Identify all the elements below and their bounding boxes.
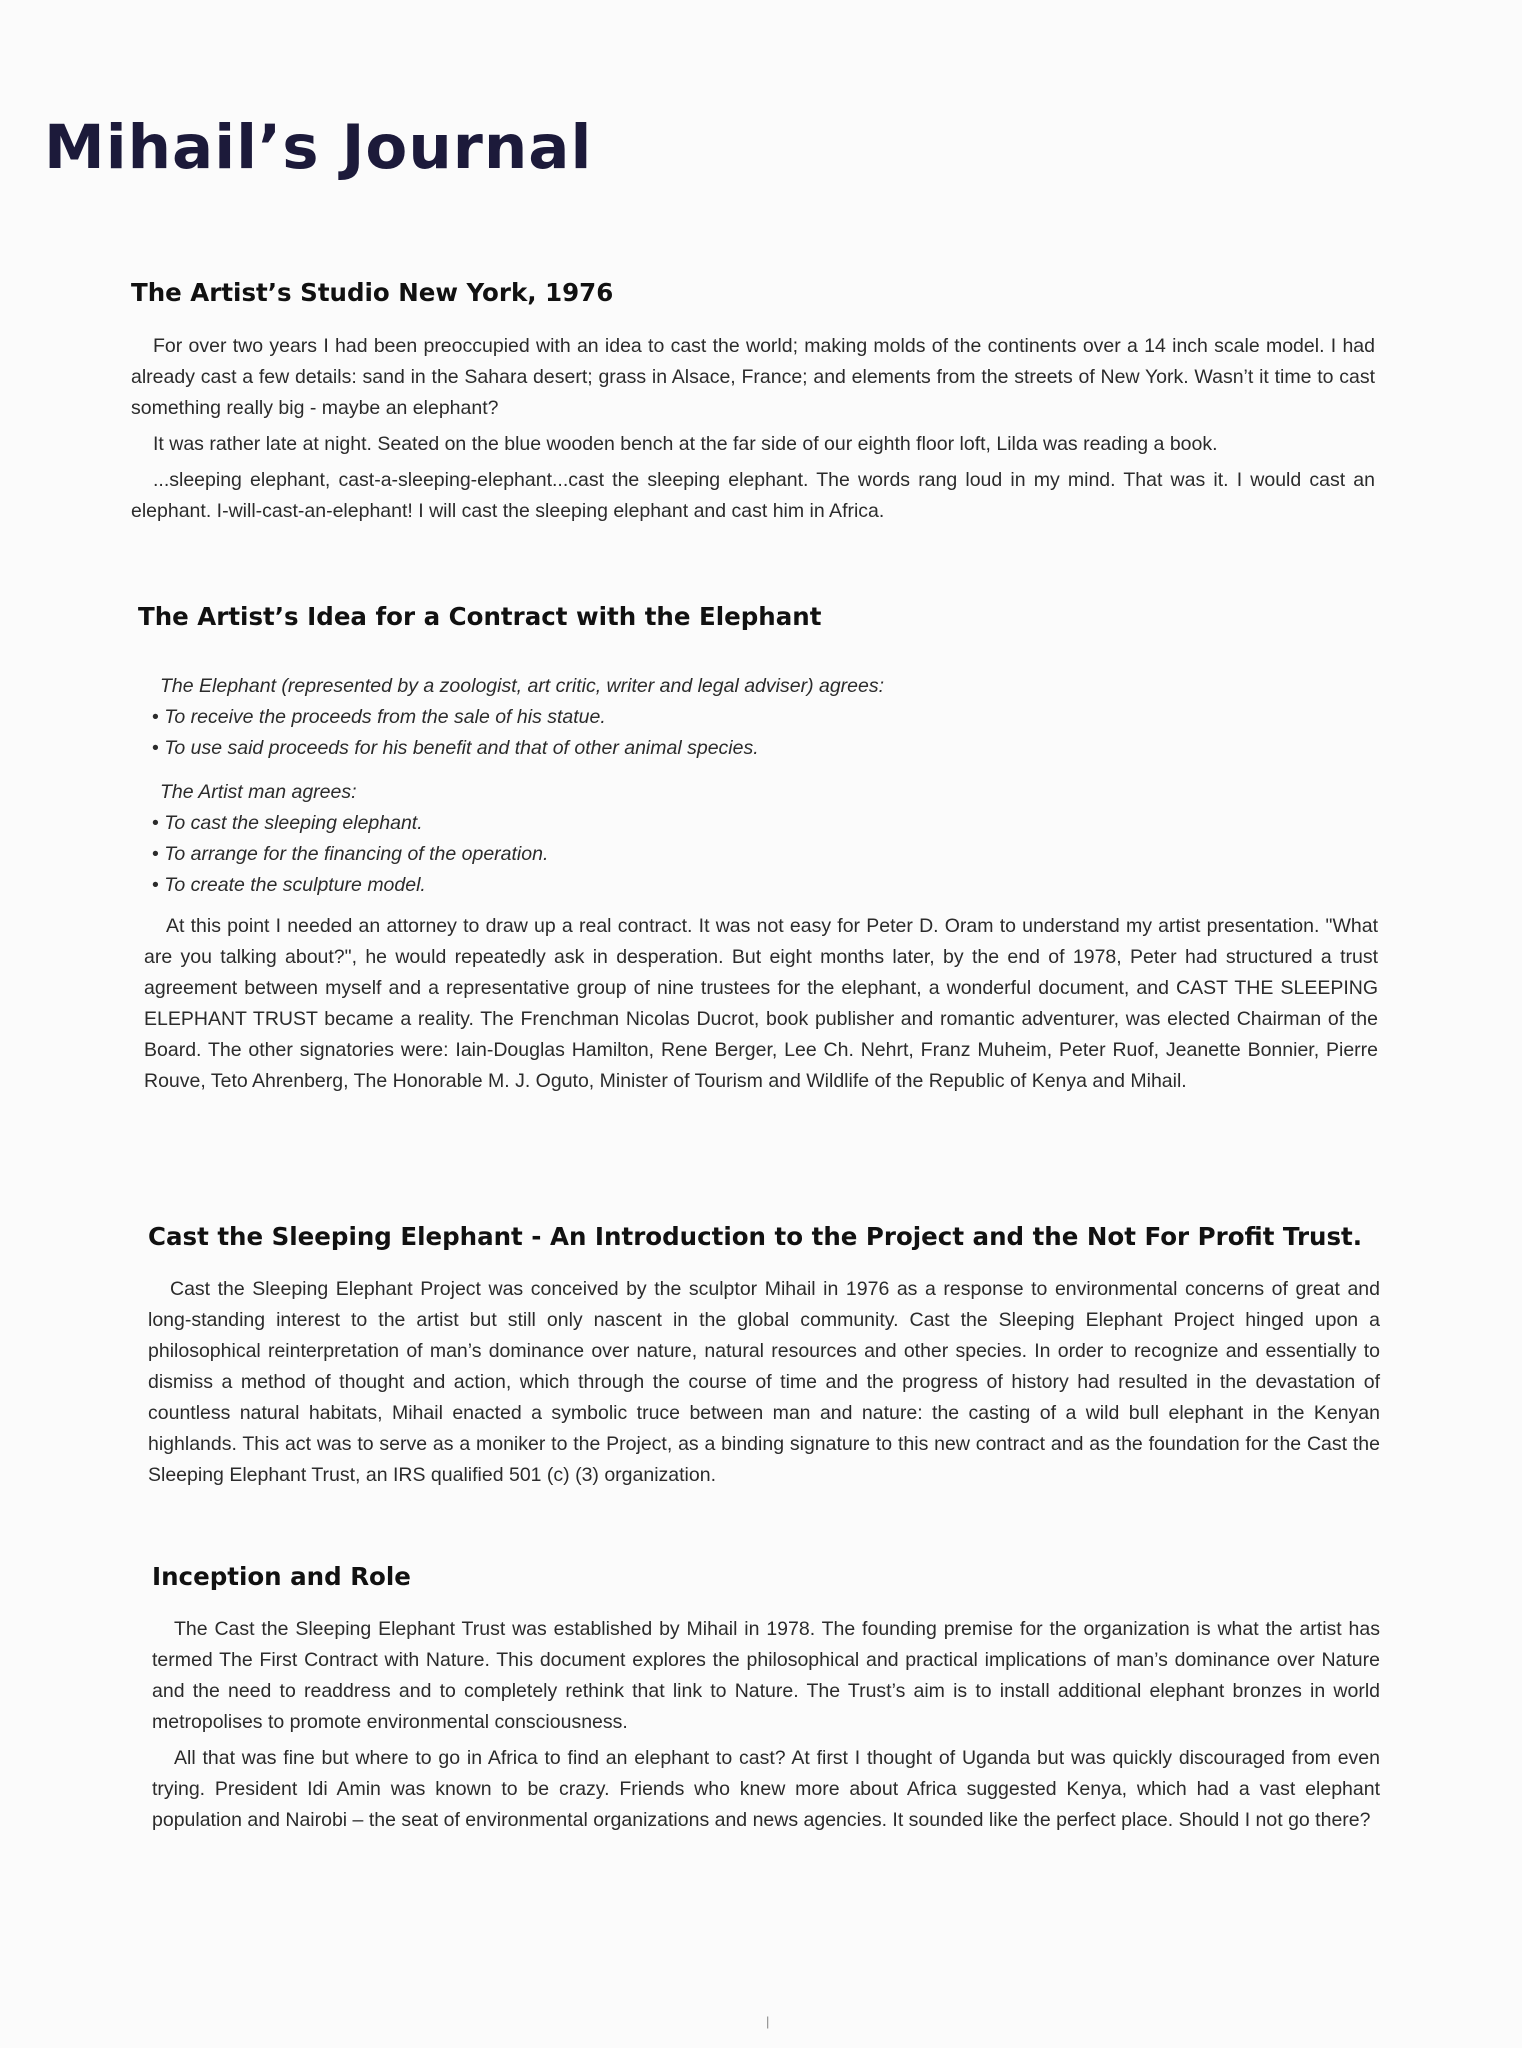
section-heading: The Artist’s Idea for a Contract with the Elephant bbox=[138, 602, 822, 631]
paragraph: For over two years I had been preoccupied with an idea to cast the world; making molds of the continents over a 14 inch scale model. I had already cast a few details: sand in the Sahara desert; grass in Alsace, France; and elements from the streets of New York. Wasn’t it time to cast something really big - maybe an elephant? bbox=[131, 335, 1375, 419]
section-inception-role bbox=[152, 1562, 1380, 1836]
list-item: • To cast the sleeping elephant. bbox=[152, 808, 1378, 839]
paragraph: It was rather late at night. Seated on the blue wooden bench at the far side of our eighth floor loft, Lilda was reading a book. bbox=[153, 433, 1218, 455]
page-mark: | bbox=[766, 2014, 770, 2029]
paragraph: At this point I needed an attorney to draw up a real contract. It was not easy for Peter D. Oram to understand my artist presentation. "What are you talking about?", he would repeatedly ask in desperation. But eight months later, by the end of 1978, Peter had structured a trust agreement between myself and a representative group of nine trustees for the elephant, a wonderful document, and CAST THE SLEEPING ELEPHANT TRUST became a reality. The Frenchman Nicolas Ducrot, book publisher and romantic adventurer, was elected Chairman of the Board. The other signatories were: Iain-Douglas Hamilton, Rene Berger, Lee Ch. Nehrt, Franz Muheim, Peter Ruof, Jeanette Bonnier, Pierre Rouve, Teto Ahrenberg, The Honorable M. J. Oguto, Minister of Tourism and Wildlife of the Republic of Kenya and Mihail. bbox=[144, 915, 1378, 1092]
section-contract-idea bbox=[138, 602, 1378, 1097]
section-project-introduction bbox=[148, 1222, 1380, 1491]
list-item: • To create the sculpture model. bbox=[152, 870, 1378, 901]
paragraph: ...sleeping elephant, cast-a-sleeping-elephant...cast the sleeping elephant. The words rang loud in my mind. That was it. I would cast an elephant. I-will-cast-an-elephant! I will cast the sleeping elephant and cast him in Africa. bbox=[131, 469, 1375, 522]
list-item: • To receive the proceeds from the sale of his statue. bbox=[152, 702, 1378, 733]
section-heading: Inception and Role bbox=[152, 1562, 411, 1591]
section-heading: The Artist’s Studio New York, 1976 bbox=[131, 278, 614, 307]
elephant-agreement-list bbox=[152, 702, 1378, 764]
elephant-agreement-lead: The Elephant (represented by a zoologist, art critic, writer and legal adviser) agrees: bbox=[160, 675, 885, 697]
paragraph: Cast the Sleeping Elephant Project was conceived by the sculptor Mihail in 1976 as a response to environmental concerns of great and long-standing interest to the artist but still only nascent in the global community. Cast the Sleeping Elephant Project hinged upon a philosophical reinterpretation of man’s dominance over nature, natural resources and other species. In order to recognize and essentially to dismiss a method of thought and action, which through the course of time and the progress of history had resulted in the devastation of countless natural habitats, Mihail enacted a symbolic truce between man and nature: the casting of a wild bull elephant in the Kenyan highlands. This act was to serve as a moniker to the Project, as a binding signature to this new contract and as the foundation for the Cast the Sleeping Elephant Trust, an IRS qualified 501 (c) (3) organization. bbox=[148, 1278, 1380, 1486]
list-item: • To arrange for the financing of the operation. bbox=[152, 839, 1378, 870]
section-artist-studio bbox=[131, 278, 1375, 527]
artist-agreement-list bbox=[152, 808, 1378, 901]
artist-agreement-lead: The Artist man agrees: bbox=[160, 781, 357, 803]
list-item: • To use said proceeds for his benefit and that of other animal species. bbox=[152, 733, 1378, 764]
paragraph: The Cast the Sleeping Elephant Trust was established by Mihail in 1978. The founding premise for the organization is what the artist has termed The First Contract with Nature. This document explores the philosophical and practical implications of man’s dominance over Nature and the need to readdress and to completely rethink that link to Nature. The Trust’s aim is to install additional elephant bronzes in world metropolises to promote environmental consciousness. bbox=[152, 1618, 1380, 1733]
paragraph: All that was fine but where to go in Africa to find an elephant to cast? At first I thought of Uganda but was quickly discouraged from even trying. President Idi Amin was known to be crazy. Friends who knew more about Africa suggested Kenya, which had a vast elephant population and Nairobi – the seat of environmental organizations and news agencies. It sounded like the perfect place. Should I not go there? bbox=[152, 1747, 1380, 1831]
page-title: Mihail’s Journal bbox=[44, 112, 593, 183]
section-heading: Cast the Sleeping Elephant - An Introduction to the Project and the Not For Profit Trust. bbox=[148, 1222, 1363, 1251]
